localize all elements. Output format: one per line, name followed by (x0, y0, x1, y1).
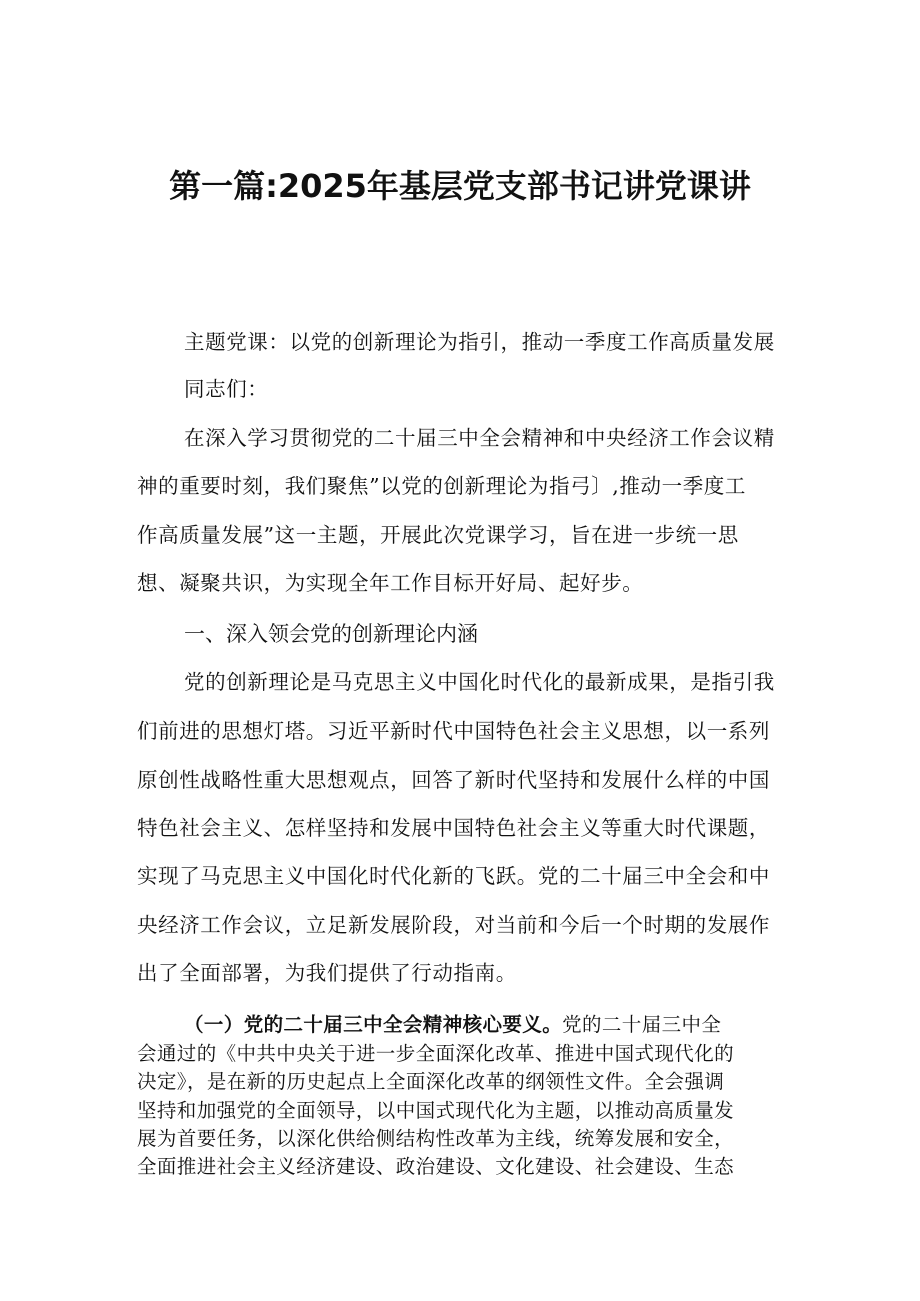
salutation: 同志们： (184, 377, 269, 401)
intro-line: 作高质量发展”这一主题，开展此次党课学习，旨在进一步统一思 (137, 523, 739, 547)
section-line: 央经济工作会议，立足新发展阶段，对当前和今后一个时期的发展作 (137, 913, 770, 937)
subsection-line: 决定》，是在新的历史起点上全面深化改革的纲领性文件。全会强调 (137, 1070, 725, 1093)
subsection-line: 坚持和加强党的全面领导，以中国式现代化为主题，以推动高质量发 (137, 1099, 735, 1122)
topic-line: 主题党课：以党的创新理论为指引，推动一季度工作高质量发展 (184, 330, 775, 354)
subsection-line: 会通过的《中共中央关于进一步全面深化改革、推进中国式现代化的 (137, 1042, 735, 1065)
subsection-text: 党的二十届三中全 (562, 1013, 722, 1036)
section-line: 特色社会主义、怎样坚持和发展中国特色社会主义等重大时代课题， (137, 816, 770, 840)
subsection-line: 展为首要任务，以深化供给侧结构性改革为主线，统筹发展和安全， (137, 1127, 735, 1150)
subsection-first-line (184, 1011, 721, 1039)
section-line: 们前进的思想灯塔。习近平新时代中国特色社会主义思想，以一系列 (137, 719, 770, 743)
intro-line: 想、凝聚共识，为实现全年工作目标开好局、起好步。 (137, 571, 644, 595)
section-heading: 一、深入领会党的创新理论内涵 (184, 622, 478, 646)
intro-line: 在深入学习贯彻党的二十届三中全会精神和中央经济工作会议精 (184, 426, 775, 450)
subsection-line: 全面推进社会主义经济建设、政治建设、文化建设、社会建设、生态 (137, 1155, 735, 1178)
section-line: 原创性战略性重大思想观点，回答了新时代坚持和发展什么样的中国 (137, 768, 770, 792)
document-title: 第一篇:2025年基层党支部书记讲党课讲 (169, 167, 751, 205)
section-line: 出了全面部署，为我们提供了行动指南。 (137, 961, 517, 985)
section-line: 党的创新理论是马克思主义中国化时代化的最新成果，是指引我 (184, 670, 775, 694)
intro-line: 神的重要时刻，我们聚焦”以党的创新理论为指弓〕,推动一季度工 (137, 474, 746, 498)
subsection-heading: （一）党的二十届三中全会精神核心要义。 (184, 1013, 563, 1036)
section-line: 实现了马克思主义中国化时代化新的飞跃。党的二十届三中全会和中 (137, 864, 770, 888)
